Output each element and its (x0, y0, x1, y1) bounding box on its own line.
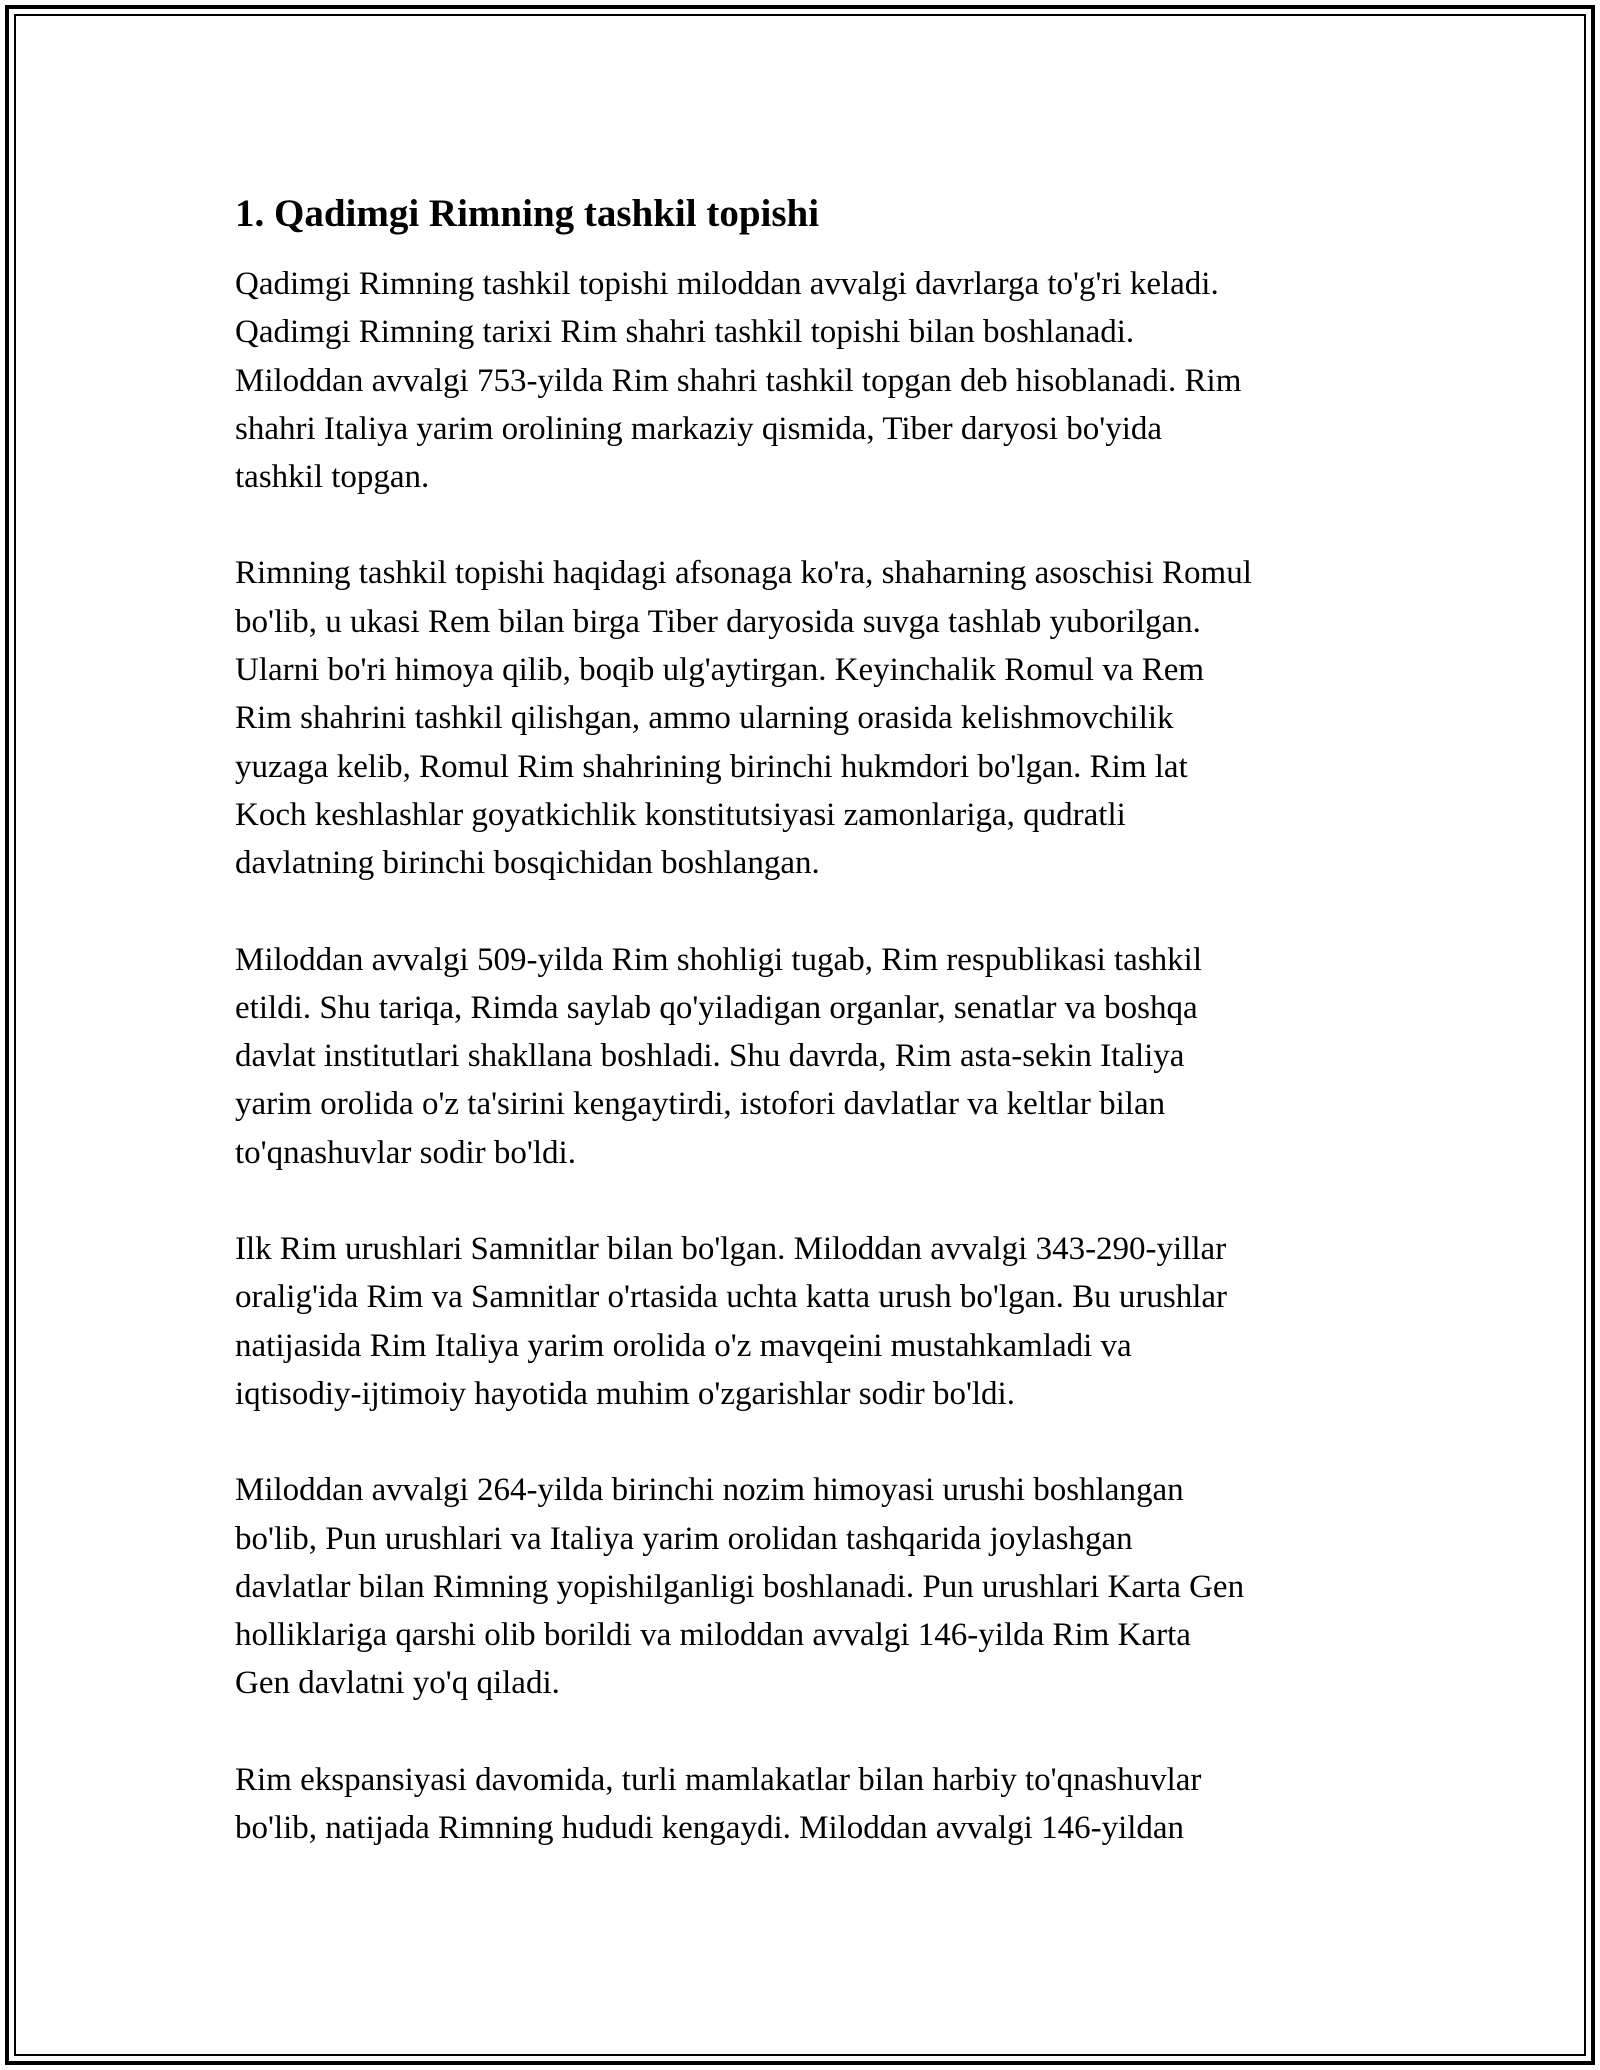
text-line: oralig'ida Rim va Samnitlar o'rtasida uchta katta urush bo'lgan. Bu urushlar (235, 1279, 1228, 1316)
text-line: Qadimgi Rimning tashkil topishi miloddan avvalgi davrlarga to'g'ri keladi. (235, 266, 1219, 302)
text-line: davlatning birinchi bosqichidan boshlangan. (235, 845, 820, 882)
document-body (235, 188, 1415, 1900)
paragraph-4 (235, 1225, 1415, 1418)
text-line: bo'lib, u ukasi Rem bilan birga Tiber daryosida suvga tashlab yuborilgan. (235, 603, 1201, 640)
text-line: Ularni bo'ri himoya qilib, boqib ulg'aytirgan. Keyinchalik Romul va Rem (235, 652, 1205, 689)
text-line: Gen davlatni yo'q qiladi. (235, 1665, 560, 1702)
text-line: yuzaga kelib, Romul Rim shahrining birinchi hukmdori bo'lgan. Rim lat (235, 748, 1188, 785)
text-line: davlatlar bilan Rimning yopishilganligi boshlanadi. Pun urushlari Karta Gen (235, 1568, 1245, 1605)
text-line: Miloddan avvalgi 509-yilda Rim shohligi tugab, Rim respublikasi tashkil (235, 941, 1203, 978)
text-line: bo'lib, natijada Rimning hududi kengaydi. Miloddan avvalgi 146-yildan (235, 1810, 1185, 1847)
paragraph-3 (235, 936, 1415, 1177)
paragraph-6 (235, 1756, 1415, 1853)
text-line: Miloddan avvalgi 264-yilda birinchi nozim himoyasi urushi boshlangan (235, 1472, 1184, 1509)
text-line: davlat institutlari shakllana boshladi. Shu davrda, Rim asta-sekin Italiya (235, 1038, 1185, 1075)
text-line: Rim ekspansiyasi davomida, turli mamlakatlar bilan harbiy to'qnashuvlar (235, 1761, 1202, 1798)
text-line: bo'lib, Pun urushlari va Italiya yarim orolidan tashqarida joylashgan (235, 1520, 1133, 1557)
text-line: etildi. Shu tariqa, Rimda saylab qo'yiladigan organlar, senatlar va boshqa (235, 989, 1198, 1026)
text-line: iqtisodiy-ijtimoiy hayotida muhim o'zgarishlar sodir bo'ldi. (235, 1375, 1015, 1412)
paragraph-1 (235, 260, 1415, 501)
paragraph-2 (235, 549, 1415, 887)
text-line: Rim shahrini tashkil qilishgan, ammo ularning orasida kelishmovchilik (235, 700, 1174, 737)
text-line: holliklariga qarshi olib borildi va miloddan avvalgi 146-yilda Rim Karta (235, 1617, 1191, 1654)
text-line: Koch keshlashlar goyatkichlik konstitutsiyasi zamonlariga, qudratli (235, 796, 1126, 833)
text-line: Ilk Rim urushlari Samnitlar bilan bo'lgan. Miloddan avvalgi 343-290-yillar (235, 1231, 1227, 1268)
text-line: yarim orolida o'z ta'sirini kengaytirdi, istofori davlatlar va keltlar bilan (235, 1086, 1166, 1123)
text-line: Rimning tashkil topishi haqidagi afsonaga ko'ra, shaharning asoschisi Romul (235, 555, 1252, 592)
text-line: tashkil topgan. (235, 459, 430, 496)
section-heading: 1. Qadimgi Rimning tashkil topishi (235, 192, 820, 235)
text-line: natijasida Rim Italiya yarim orolida o'z mavqeini mustahkamladi va (235, 1327, 1132, 1364)
text-line: to'qnashuvlar sodir bo'ldi. (235, 1134, 576, 1171)
paragraph-5 (235, 1466, 1415, 1707)
text-line: shahri Italiya yarim orolining markaziy qismida, Tiber daryosi bo'yida (235, 410, 1163, 447)
text-line: Miloddan avvalgi 753-yilda Rim shahri tashkil topgan deb hisoblanadi. Rim (235, 362, 1242, 399)
text-line: Qadimgi Rimning tarixi Rim shahri tashkil topishi bilan boshlanadi. (235, 314, 1135, 351)
